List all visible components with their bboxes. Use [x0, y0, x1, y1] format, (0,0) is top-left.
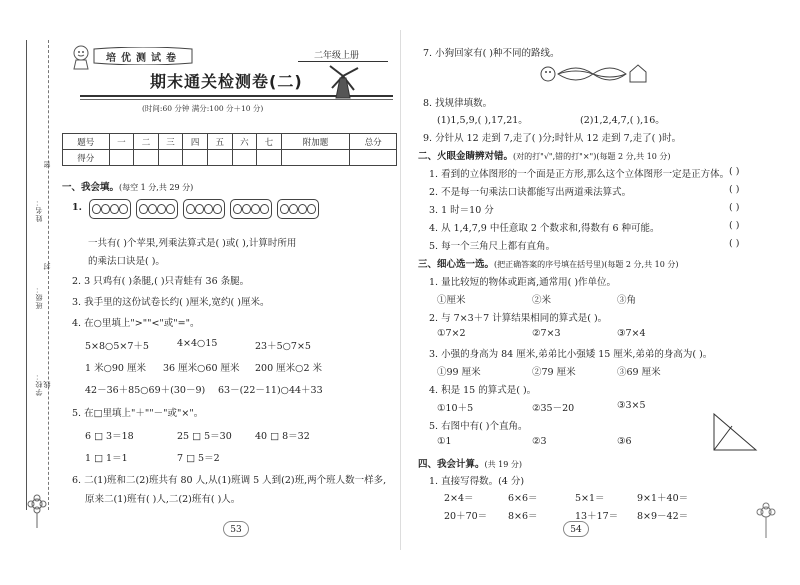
q4-item: 1 米○90 厘米 — [85, 363, 146, 374]
score-cell: 四 — [183, 134, 208, 150]
calc-item[interactable]: 5×1＝ — [575, 493, 605, 504]
q1-text: 一共有( )个苹果,列乘法算式是( )或( ),计算时所用 — [88, 238, 297, 249]
q9-text: 9. 分针从 12 走到 7,走了( )分;时针从 12 走到 7,走了( )时。 — [423, 133, 682, 144]
q8-b: (2)1,2,4,7,( ),16。 — [580, 115, 665, 126]
score-input[interactable] — [281, 150, 350, 166]
q4-item: 63－(22－11)○44＋33 — [218, 385, 323, 396]
mc-option[interactable]: ①7×2 — [437, 328, 466, 339]
peach-plate-icon — [89, 199, 131, 219]
peach-plate-icon — [230, 199, 272, 219]
q5-item: 25 □ 5＝30 — [177, 431, 232, 442]
q4-item: 5×8○5×7＋5 — [85, 341, 149, 352]
q5-item: 6 □ 3＝18 — [85, 431, 134, 442]
mc-q5: 5. 右图中有( )个直角。 — [429, 421, 528, 432]
mc-option[interactable]: ①1 — [437, 436, 452, 447]
q2-text: 2. 3 只鸡有( )条腿,( )只青蛙有 36 条腿。 — [72, 276, 250, 287]
calc-q1: 1. 直接写得数。(4 分) — [429, 476, 525, 487]
q4-item: 200 厘米○2 米 — [255, 363, 323, 374]
q4-item: 42－36＋85○69＋(30－9) — [85, 385, 206, 396]
q4-item: 23＋5○7×5 — [255, 341, 311, 352]
calc-item[interactable]: 9×1＋40＝ — [637, 493, 689, 504]
score-input[interactable] — [232, 150, 257, 166]
page-number-right: 54 — [563, 521, 589, 537]
brand-banner — [70, 44, 220, 70]
mc-q2: 2. 与 7×3＋7 计算结果相同的算式是( )。 — [429, 313, 608, 324]
q4-item: 4×4○15 — [177, 338, 218, 349]
tf-answer-box[interactable]: ( ) — [729, 220, 740, 231]
flower-decoration-icon — [22, 490, 52, 530]
score-input[interactable] — [207, 150, 232, 166]
mc-option[interactable]: ②3 — [532, 436, 547, 447]
q3-text: 3. 我手里的这份试卷长约( )厘米,宽约( )厘米。 — [72, 297, 270, 308]
score-cell: 五 — [207, 134, 232, 150]
score-cell: 总分 — [350, 134, 397, 150]
q4-item: 36 厘米○60 厘米 — [163, 363, 240, 374]
mc-option[interactable]: ③3×5 — [617, 400, 646, 411]
section-3-title: 三、细心选一选。(把正确答案的序号填在括号里)(每题 2 分,共 10 分) — [418, 259, 679, 270]
page-number-left: 53 — [223, 521, 249, 537]
tf-item: 5. 每一个三角尺上都有直角。 — [429, 241, 556, 252]
tf-answer-box[interactable]: ( ) — [729, 166, 740, 177]
score-cell: 题号 — [63, 134, 110, 150]
q8-text: 8. 找规律填数。 — [423, 98, 493, 109]
tf-answer-box[interactable]: ( ) — [729, 202, 740, 213]
q6-text: 6. 二(1)班和二(2)班共有 80 人,从(1)班调 5 人到(2)班,两个班人数一样多, — [72, 475, 387, 486]
exam-meta: (时间:60 分钟 满分:100 分＋10 分) — [142, 104, 264, 113]
flower-decoration-icon — [752, 500, 780, 540]
peach-plate-icon — [277, 199, 319, 219]
class-label: 班级： — [35, 285, 43, 309]
calc-item[interactable]: 20＋70＝ — [444, 511, 488, 522]
peach-plate-icon — [136, 199, 178, 219]
calc-item[interactable]: 8×6＝ — [508, 511, 538, 522]
q5-item: 7 □ 5＝2 — [177, 453, 220, 464]
tf-item: 4. 从 1,4,7,9 中任意取 2 个数求和,得数有 6 种可能。 — [429, 223, 660, 234]
grade-label: 二年级上册 — [298, 48, 388, 62]
q4-text: 4. 在○里填上">""<"或"="。 — [72, 318, 200, 329]
q6-text-2: 原来二(1)班有( )人,二(2)班有( )人。 — [85, 494, 241, 505]
name-label: 姓名： — [35, 198, 43, 222]
q1-text-2: 的乘法口诀是( )。 — [88, 256, 165, 267]
calc-item[interactable]: 2×4＝ — [444, 493, 474, 504]
triangle-figure — [712, 412, 758, 452]
mc-option[interactable]: ①99 厘米 — [437, 367, 481, 378]
peach-plate-icon — [183, 199, 225, 219]
score-cell: 一 — [109, 134, 134, 150]
score-input[interactable] — [134, 150, 159, 166]
mc-option[interactable]: ①厘米 — [437, 295, 466, 306]
score-cell: 二 — [134, 134, 159, 150]
score-table-header-row — [63, 134, 397, 150]
score-table — [62, 133, 397, 166]
page-title: 期末通关检测卷(二) — [150, 72, 303, 91]
mc-option[interactable]: ③6 — [617, 436, 632, 447]
mc-q1: 1. 量比较短的物体或距离,通常用( )作单位。 — [429, 277, 617, 288]
calc-item[interactable]: 8×9－42＝ — [637, 511, 689, 522]
score-cell: 附加题 — [281, 134, 350, 150]
mc-option[interactable]: ①10＋5 — [437, 403, 474, 414]
score-input[interactable] — [183, 150, 208, 166]
score-table-score-row — [63, 150, 397, 166]
seal-char-2: 封 — [43, 262, 51, 270]
mc-option[interactable]: ③角 — [617, 295, 637, 306]
tf-answer-box[interactable]: ( ) — [729, 184, 740, 195]
mc-option[interactable]: ②米 — [532, 295, 552, 306]
q5-text: 5. 在□里填上"＋""－"或"×"。 — [72, 408, 204, 419]
score-cell: 七 — [257, 134, 282, 150]
binding-line-dashed — [48, 40, 49, 510]
brand-text: 培优测试卷 — [106, 53, 181, 64]
q1-number: 1. — [72, 202, 82, 213]
q7-text: 7. 小狗回家有( )种不同的路线。 — [423, 48, 560, 59]
seal-char-1: 密 — [43, 160, 51, 168]
binding-line-outer — [26, 40, 27, 510]
section-2-title: 二、火眼金睛辨对错。(对的打"√",错的打"×")(每题 2 分,共 10 分) — [418, 151, 671, 162]
school-label: 学校： — [35, 372, 43, 396]
mc-option[interactable]: ②35－20 — [532, 403, 575, 414]
section-1-title: 一、我会填。(每空 1 分,共 29 分) — [62, 182, 194, 193]
score-cell: 得分 — [63, 150, 110, 166]
tf-item: 2. 不是每一句乘法口诀都能写出两道乘法算式。 — [429, 187, 632, 198]
calc-item[interactable]: 13＋17＝ — [575, 511, 619, 522]
score-input[interactable] — [257, 150, 282, 166]
score-input[interactable] — [158, 150, 183, 166]
calc-item[interactable]: 6×6＝ — [508, 493, 538, 504]
page-divider — [400, 30, 401, 550]
score-cell: 六 — [232, 134, 257, 150]
mc-option[interactable]: ②7×3 — [532, 328, 561, 339]
mc-option[interactable]: ②79 厘米 — [532, 367, 576, 378]
score-input[interactable] — [109, 150, 134, 166]
mc-q4: 4. 积是 15 的算式是( )。 — [429, 385, 537, 396]
seal-char-3: 线 — [43, 380, 51, 388]
dog-routes-illustration — [538, 62, 648, 86]
mc-q3: 3. 小强的身高为 84 厘米,弟弟比小强矮 15 厘米,弟弟的身高为( )。 — [429, 349, 713, 360]
section-4-title: 四、我会计算。(共 19 分) — [418, 459, 523, 470]
windmill-icon — [320, 62, 366, 100]
score-cell: 三 — [158, 134, 183, 150]
mc-option[interactable]: ③7×4 — [617, 328, 646, 339]
score-input[interactable] — [350, 150, 397, 166]
tf-answer-box[interactable]: ( ) — [729, 238, 740, 249]
mc-option[interactable]: ③69 厘米 — [617, 367, 661, 378]
tf-item: 3. 1 时＝10 分 — [429, 205, 494, 216]
mascot-icon — [70, 44, 92, 70]
q8-a: (1)1,5,9,( ),17,21。 — [437, 115, 528, 126]
q5-item: 1 □ 1＝1 — [85, 453, 128, 464]
tf-item: 1. 看到的立体图形的一个面是正方形,那么这个立体图形一定是正方体。 — [429, 169, 730, 180]
q5-item: 40 □ 8＝32 — [255, 431, 310, 442]
